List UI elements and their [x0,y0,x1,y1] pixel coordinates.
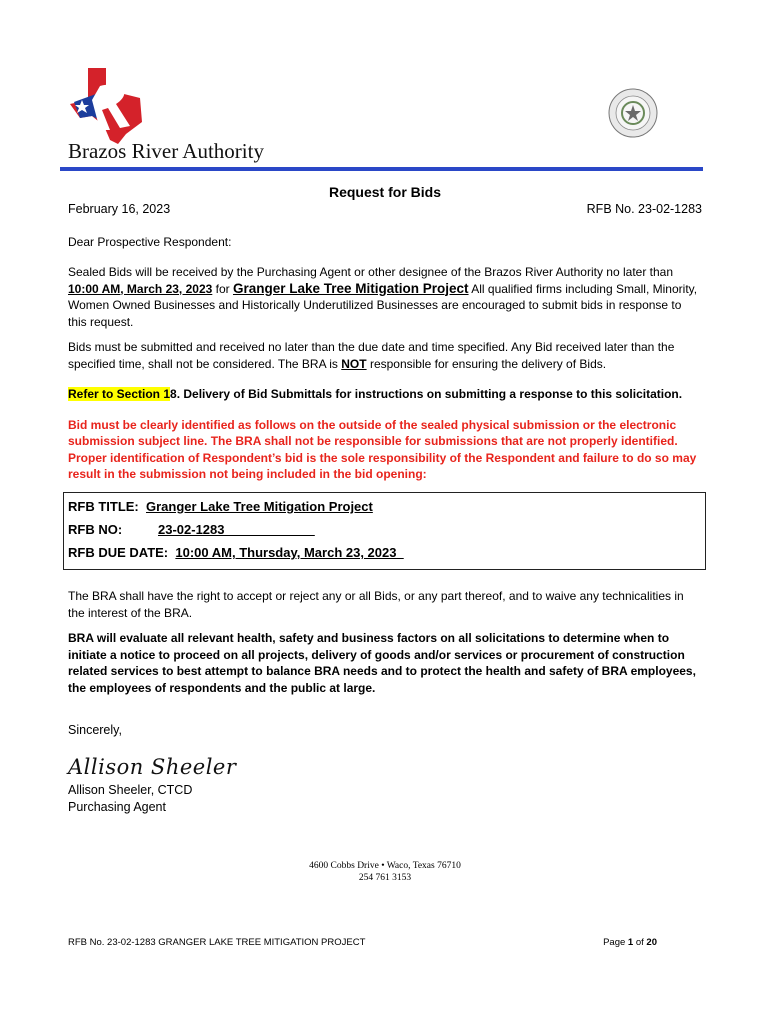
organization-name: Brazos River Authority [68,139,264,163]
address-block [0,860,770,884]
document-date: February 16, 2023 [68,202,171,216]
rfb-number-row: RFB NO: 23-02-1283 [68,522,225,537]
signer-name: Allison Sheeler, CTCD [68,783,193,797]
highlighted-text: Refer to Section 1 [68,387,171,401]
section-reference: Refer to Section 18. Delivery of Bid Submittals for instructions on submitting a response to this solicitation. [68,387,683,401]
paragraph-safety: BRA will evaluate all relevant health, safety and business factors on all solicitations to determine when to initiate a notice to proceed on all projects, delivery of goods and/or services or procurement of construction related services to best attempt to balance BRA needs and to protect the health and safety of BRA employees, the employees of respondents and the public at large. [68,631,696,695]
not-emphasis: NOT [341,356,367,371]
bra-texas-logo-icon [66,64,144,146]
rfb-number: RFB No. 23-02-1283 [586,202,702,216]
document-title: Request for Bids [328,184,441,200]
signer-block [68,782,702,815]
paragraph-submission: Bids must be submitted and received no later than the due date and time specified. Any Bid received later than the specified time, shall not be considered. The BRA is NOT responsible for ensuring the delivery of Bids. [68,340,675,371]
texas-state-seal-icon [608,88,658,138]
signature-text: Allison Sheeler [68,755,237,779]
bid-deadline: 10:00 AM, March 23, 2023 [68,281,213,296]
salutation: Dear Prospective Respondent: [68,235,232,249]
street-address: 4600 Cobbs Drive • Waco, Texas 76710 [309,861,461,871]
rfb-identification-box [63,492,706,570]
identification-warning: Bid must be clearly identified as follows on the outside of the sealed physical submission or the electronic submission subject line. The BRA shall not be responsible for submissions that are not properly identified. Proper identification of Respondent’s bid is the sole responsibility of the Respondent and failure to do so may result in the submission not being included in the bid opening: [68,418,697,481]
project-name: Granger Lake Tree Mitigation Project [232,280,469,296]
header-rule [60,167,703,171]
rfb-title-row: RFB TITLE: Granger Lake Tree Mitigation Project [68,499,373,514]
phone-number: 254 761 3153 [358,873,412,883]
paragraph-rights: The BRA shall have the right to accept or reject any or all Bids, or any part thereof, and to waive any technicalities in the interest of the BRA. [68,589,684,620]
page-number: Page 1 of 20 [603,937,657,948]
paragraph-intro: Sealed Bids will be received by the Purchasing Agent or other designee of the Brazos River Authority no later than 10:00 AM, March 23, 2023 for Granger Lake Tree Mitigation Project All qualified firms including Small, Minority, Women Owned Businesses and Historically Underutilized Businesses are encouraged to submit bids in response to this request. [68,265,698,329]
signature-image [66,752,237,782]
closing: Sincerely, [68,723,122,737]
rfb-due-date-row: RFB DUE DATE: 10:00 AM, Thursday, March 23, 2023 [68,545,397,560]
footer-reference: RFB No. 23-02-1283 GRANGER LAKE TREE MITIGATION PROJECT [68,937,366,948]
signer-title: Purchasing Agent [68,799,166,814]
